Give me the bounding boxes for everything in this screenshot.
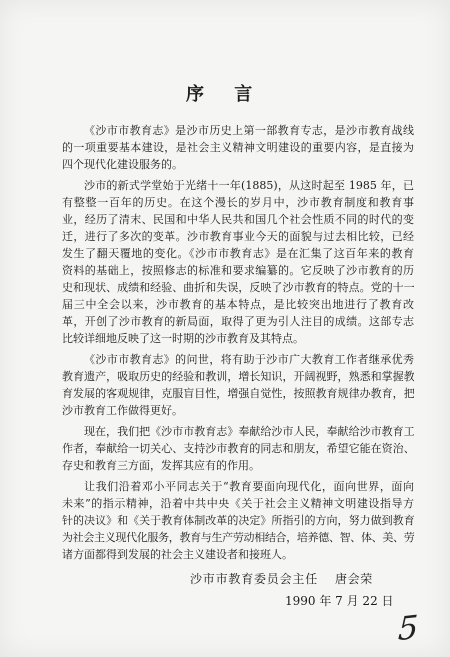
preface-paragraph: [62, 177, 414, 347]
preface-body: [62, 122, 414, 567]
text-line: 届三中全会以来，沙市教育的基本特点，是比较突出地进行了教育改: [62, 298, 414, 311]
text-line: 针的决议》和《关于教育体制改革的决定》所指引的方向，努力做到教育: [62, 514, 414, 527]
signatory-name: 唐会荣: [335, 572, 373, 586]
text-line: 有整整一百年的历史。在这个漫长的岁月中，沙市教育制度和教育事: [62, 196, 414, 209]
text-line: 育发展的客观规律，克服盲目性，增强自觉性，按照教育规律办教育，把: [62, 387, 414, 400]
page-title: 序 言: [186, 84, 265, 105]
text-line: 革，开创了沙市教育的新局面，取得了更为引人注目的成绩。这部专志: [62, 315, 414, 328]
text-line: 资料的基础上，按照修志的标准和要求编纂的。它反映了沙市教育的历: [62, 264, 414, 277]
text-line: 发生了翻天覆地的变化。《沙市市教育志》是在汇集了这百年来的教育: [62, 247, 414, 260]
preface-paragraph: [62, 122, 414, 173]
text-line: 为社会主义现代化服务，教育与生产劳动相结合，培养德、智、体、美、劳: [62, 531, 414, 544]
text-line: 让我们沿着邓小平同志关于“教育要面向现代化，面向世界，面向: [84, 480, 414, 493]
signature-title: 沙市市教育委员会主任: [190, 572, 319, 586]
text-line: 作者，奉献给一切关心、支持沙市教育的同志和朋友，希望它能在资治、: [62, 442, 414, 455]
text-line: 未来”的指示精神，沿着中共中央《关于社会主义精神文明建设指导方: [62, 497, 414, 510]
preface-paragraph: [62, 351, 414, 419]
text-line: 沙市的新式学堂始于光绪十一年(1885)，从这时起至 1985 年，已: [84, 179, 414, 192]
text-line: 《沙市市教育志》的问世，将有助于沙市广大教育工作者继承优秀: [84, 353, 414, 366]
text-line: 诸方面都得到发展的社会主义建设者和接班人。: [62, 548, 293, 561]
text-line: 比较详细地反映了这一时期的沙市教育及其特点。: [62, 332, 304, 345]
text-line: 迁，进行了多次的变革。沙市教育事业今天的面貌与过去相比较，已经: [62, 230, 414, 243]
signature-date: 1990 年 7 月 22 日: [285, 594, 394, 608]
text-line: 《沙市市教育志》是沙市历史上第一部教育专志，是沙市教育战线: [84, 124, 414, 137]
handwritten-page-number: 5: [397, 607, 419, 649]
text-line: 业，经历了清末、民国和中华人民共和国几个社会性质不同的时代的变: [62, 213, 414, 226]
text-line: 史和现状、成绩和经验、曲折和失误，反映了沙市教育的特点。党的十一: [62, 281, 414, 294]
text-line: 沙市教育工作做得更好。: [62, 404, 183, 417]
text-line: 教育遗产，吸取历史的经验和教训，增长知识，开阔视野，熟悉和掌握教: [62, 370, 414, 383]
text-line: 存史和教育三方面，发挥其应有的作用。: [62, 459, 260, 472]
text-line: 的一项重要基本建设，是社会主义精神文明建设的重要内容，是直接为: [62, 141, 414, 154]
text-line: 四个现代化建设服务的。: [62, 158, 183, 171]
preface-paragraph: [62, 423, 414, 474]
text-line: 现在，我们把《沙市市教育志》奉献给沙市人民，奉献给沙市教育工: [84, 425, 414, 438]
preface-paragraph: [62, 478, 414, 563]
